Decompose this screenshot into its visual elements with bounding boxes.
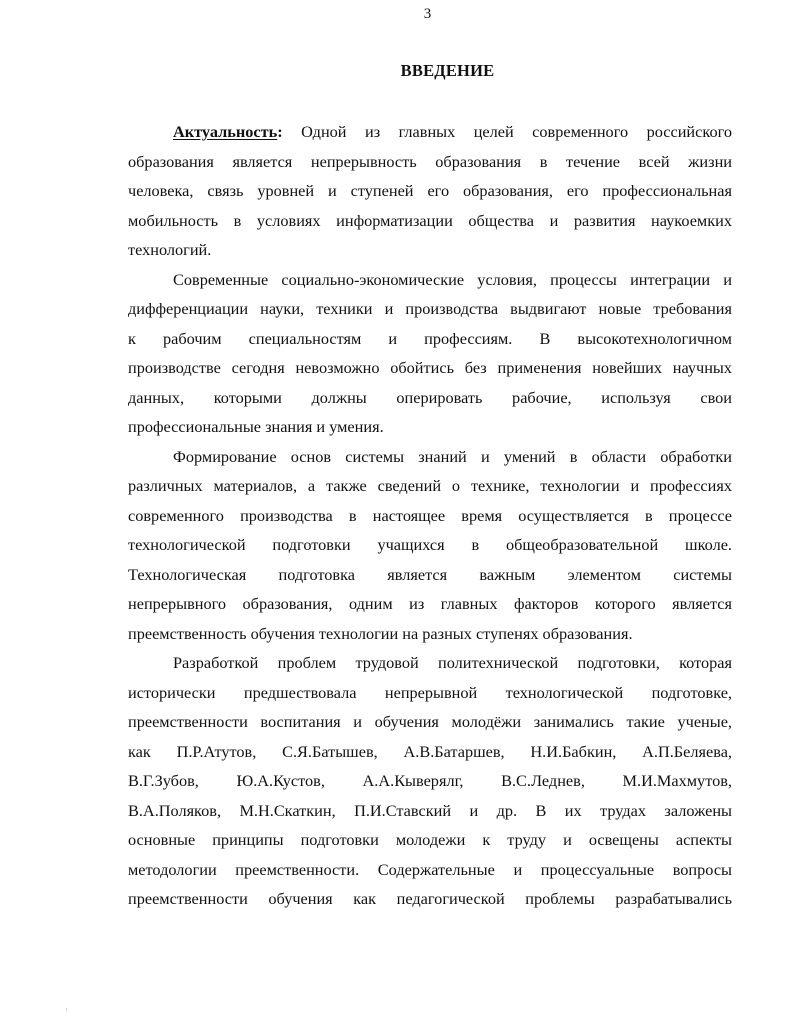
text-line: непрерывного образования, одним из главных факторов которого является (128, 594, 732, 613)
text-line: мобильность в условиях информатизации общества и развития наукоемких (128, 210, 732, 230)
text-line: исторически предшествовала непрерывной технологической подготовке, (128, 682, 732, 702)
text-line: к рабочим специальностям и профессиям. В высокотехнологичном (128, 328, 732, 348)
text-line: преемственности обучения как педагогической проблемы разрабатывались (128, 889, 732, 908)
text-line: преемственности воспитания и обучения молодёжи занимались такие ученые, (128, 712, 732, 731)
text-line: Современные социально-экономические условия, процессы интеграции и (173, 269, 732, 289)
text-line: различных материалов, а также сведений о технике, технологии и профессиях (128, 476, 732, 495)
text-line: современного производства в настоящее время осуществляется в процессе (128, 505, 732, 525)
paragraph-relevance (128, 117, 732, 265)
text-line: данных, которыми должны оперировать рабочие, используя свои (128, 387, 732, 407)
text-line: Формирование основ системы знаний и умений в области обработки (173, 446, 732, 466)
text-line: технологий. (128, 240, 212, 259)
text-line: образования является непрерывность образования в течение всей жизни (128, 151, 732, 171)
section-title: ВВЕДЕНИЕ (400, 61, 495, 80)
text-line: Актуальность: Одной из главных целей современного российского (173, 122, 732, 141)
text-line: профессиональные знания и умения. (128, 417, 384, 436)
text-line: производстве сегодня невозможно обойтись без применения новейших научных (128, 358, 732, 377)
text-line: Технологическая подготовка является важным элементом системы (128, 564, 732, 584)
text-line: В.А.Поляков, М.Н.Скаткин, П.И.Ставский и др. В их трудах заложены (128, 800, 732, 820)
relevance-label: Актуальность (173, 122, 278, 141)
text-line: технологической подготовки учащихся в общеобразовательной школе. (128, 535, 732, 554)
paragraph-conditions (128, 265, 732, 442)
text-line: как П.Р.Атутов, С.Я.Батышев, А.В.Батаршев, Н.И.Бабкин, А.П.Беляева, (128, 741, 732, 761)
scan-speck (66, 1008, 67, 1011)
text-line: Разработкой проблем трудовой политехнической подготовки, которая (173, 653, 732, 672)
document-body (128, 117, 732, 914)
text-line: преемственность обучения технологии на разных ступенях образования. (128, 623, 633, 643)
text-line: дифференциации науки, техники и производства выдвигают новые требования (128, 299, 732, 318)
text-line: В.Г.Зубов, Ю.А.Кустов, А.А.Кыверялг, В.С.Леднев, М.И.Махмутов, (128, 771, 732, 790)
page-number: 3 (423, 6, 432, 22)
paragraph-research (128, 648, 732, 914)
text-line: методологии преемственности. Содержательные и процессуальные вопросы (128, 859, 732, 879)
text-line: человека, связь уровней и ступеней его образования, его профессиональная (128, 181, 732, 200)
relevance-colon: : (277, 122, 283, 141)
text-line: основные принципы подготовки молодежи к труду и освещены аспекты (128, 830, 732, 849)
paragraph-formation (128, 442, 732, 649)
